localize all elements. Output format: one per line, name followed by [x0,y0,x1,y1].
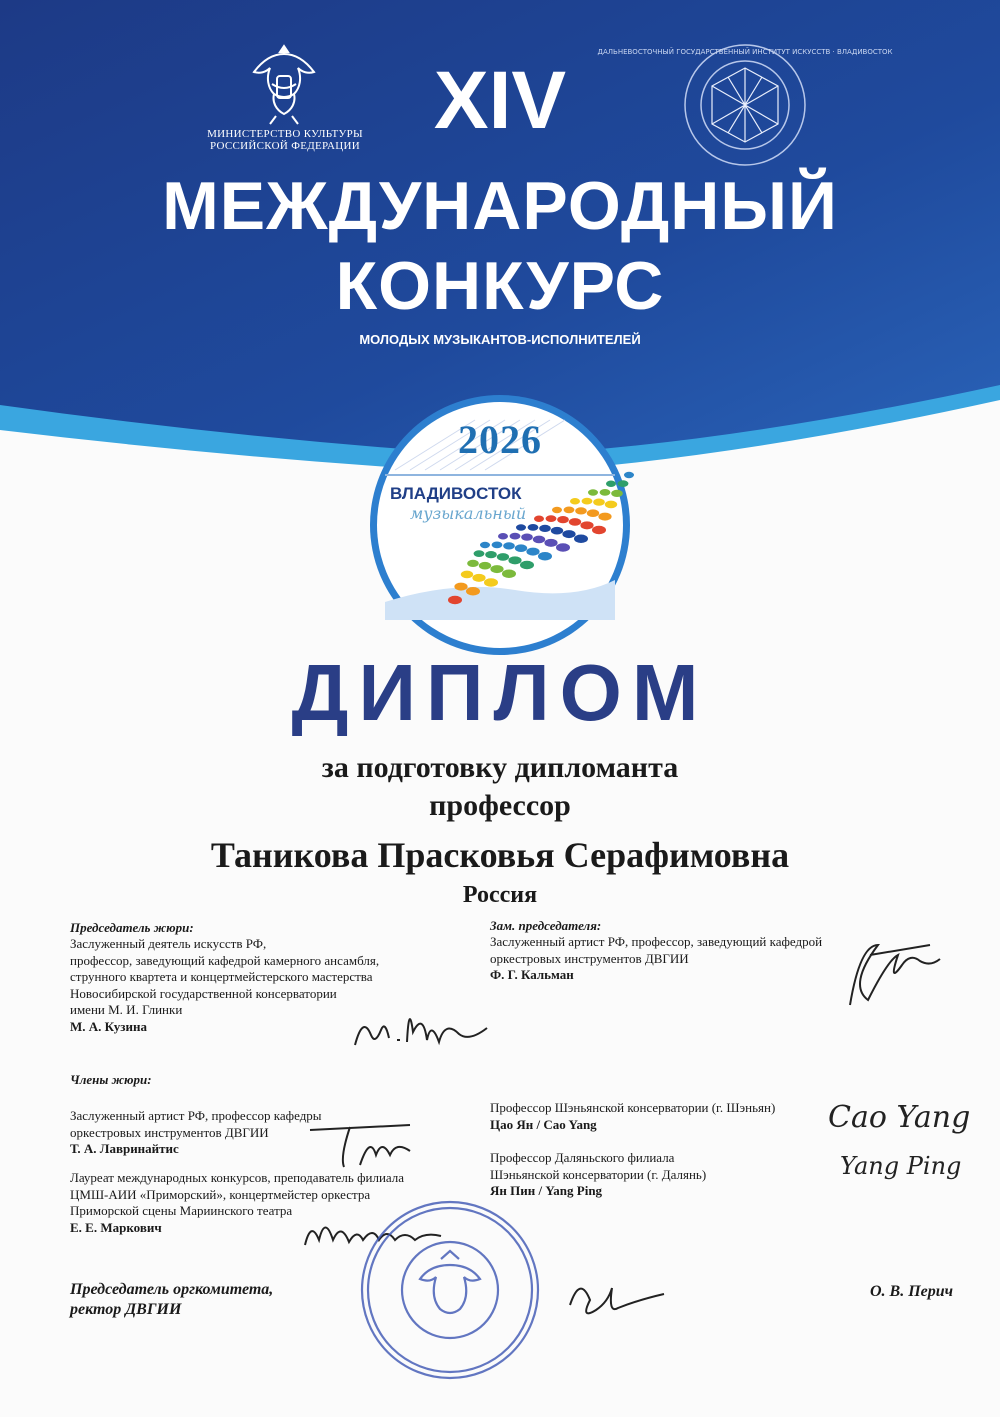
jury-member-3 [490,1100,830,1133]
subtitle: МОЛОДЫХ МУЗЫКАНТОВ-ИСПОЛНИТЕЛЕЙ [359,332,641,347]
logo-dot [544,539,557,547]
institute-seal-text: ДАЛЬНЕВОСТОЧНЫЙ ГОСУДАРСТВЕННЫЙ ИНСТИТУТ ИСКУССТВ · ВЛАДИВОСТОК [597,48,893,56]
jury-member-line: Лауреат международных конкурсов, преподаватель филиала [70,1170,405,1185]
logo-dot [467,560,479,567]
jury-member-line: ЦМШ-АИИ «Приморский», концертмейстер оркестра [70,1186,371,1202]
logo-dot [497,553,509,561]
jury-member-4 [490,1150,830,1200]
org-committee-block [70,1280,273,1320]
logo-dot [498,533,508,539]
logo-dot [521,534,533,541]
jury-member-line: Профессор Шэньянской консерватории (г. Шэньян) [490,1100,776,1115]
jury-member-name: Т. А. Лавринайтис [70,1141,179,1156]
logo-dot [508,556,521,564]
logo-dot [539,525,551,532]
logo-dot [485,551,497,558]
edition-number: XIV [433,55,567,146]
logo-dot [562,530,575,538]
logo-dot [598,513,611,521]
signature-cao-yang: Cao Yang [828,1100,971,1135]
logo-dot [580,521,593,529]
ministry-label: МИНИСТЕРСТВО КУЛЬТУРЫ РОССИЙСКОЙ ФЕДЕРАЦИИ [207,128,363,152]
logo-dot [556,543,570,551]
jury-vice-line: Заслуженный артист РФ, профессор, заведующий кафедрой [490,934,823,949]
logo-dot [503,542,515,549]
official-stamp [345,1195,555,1385]
recipient-country: Россия [462,882,538,908]
org-committee-role: Председатель оргкомитета, [70,1281,274,1298]
jury-chair-line: струнного квартета и концертмейстерского мастерства [70,969,373,984]
logo-dot [454,583,467,591]
logo-dot [492,541,503,548]
logo-dot [516,524,526,530]
logo-dot [479,562,491,570]
logo-dot [484,578,498,586]
logo-dot [538,552,552,560]
jury-member-line: Профессор Даляньского филиала [490,1150,675,1165]
logo-dot [490,565,503,573]
logo-dot [624,472,634,478]
logo-dot [587,509,599,517]
logo-dot [520,561,534,569]
logo-year: 2026 [458,417,542,462]
jury-vice-block [490,918,870,984]
diploma-title: ДИПЛОМ [291,648,709,737]
logo-city: ВЛАДИВОСТОК [390,484,522,503]
jury-vice-role: Зам. председателя: [490,918,602,933]
signature-yang-ping: Yang Ping [840,1152,962,1180]
logo-dot [606,481,616,487]
jury-member-line: Приморской сцены Мариинского театра [70,1203,293,1218]
recipient-name: Таникова Прасковья Серафимовна [210,835,790,875]
logo-dot [502,570,516,578]
jury-member-line: оркестровых инструментов ДВГИИ [70,1124,269,1140]
recipient-rank: профессор [429,789,571,822]
logo-city-tagline: музыкальный [410,504,527,523]
logo-dot [569,518,581,526]
logo-dot [448,596,462,604]
title-line-2: КОНКУРС [335,248,665,324]
signature-kuzina [345,990,505,1060]
signature-lavrinaitis [290,1115,440,1175]
logo-dot [611,490,623,497]
logo-dot [600,489,611,496]
jury-chair-line: Новосибирской государственной консерватории [70,985,337,1001]
logo-dot [510,533,521,540]
logo-dot [574,535,588,543]
logo-dot [551,527,563,535]
logo-dot [592,526,606,534]
logo-dot [575,507,587,514]
logo-dot [618,480,629,487]
jury-members-role: Члены жюри: [70,1072,152,1087]
logo-dot [466,587,480,595]
logo-dot [480,542,490,548]
jury-chair-line: профессор, заведующий кафедрой камерного ансамбля, [70,952,380,968]
logo-dot [526,548,539,556]
logo-dot [533,536,545,544]
org-committee-name: О. В. Перич [870,1283,954,1300]
jury-chair-line: имени М. И. Глинки [70,1002,183,1017]
logo-dot [472,574,485,582]
jury-member-name: Е. Е. Маркович [70,1219,162,1235]
jury-vice-name: Ф. Г. Кальман [490,967,574,982]
signature-perich [560,1265,670,1325]
title-line-1: МЕЖДУНАРОДНЫЙ [162,168,838,244]
logo-dot [605,501,617,509]
jury-member-line: Заслуженный артист РФ, профессор кафедры [70,1108,322,1123]
logo-dot [593,499,605,506]
award-reason: за подготовку дипломанта [321,751,679,784]
jury-chair-role: Председатель жюри: [70,920,194,935]
logo-dot [461,571,473,579]
jury-member-name: Ян Пин / Yang Ping [490,1183,603,1198]
jury-vice-line: оркестровых инструментов ДВГИИ [490,950,689,966]
jury-chair-name: М. А. Кузина [70,1018,147,1034]
logo-dot [515,544,527,552]
jury-member-line: Шэньянской консерватории (г. Далянь) [490,1166,707,1182]
jury-member-name: Цао Ян / Cao Yang [490,1116,597,1132]
org-committee-role: ректор ДВГИИ [70,1301,182,1318]
logo-dot [528,524,539,531]
logo-dot [474,550,485,557]
signature-kalman [830,925,950,1020]
jury-chair-line: Заслуженный деятель искусств РФ, [70,936,267,951]
